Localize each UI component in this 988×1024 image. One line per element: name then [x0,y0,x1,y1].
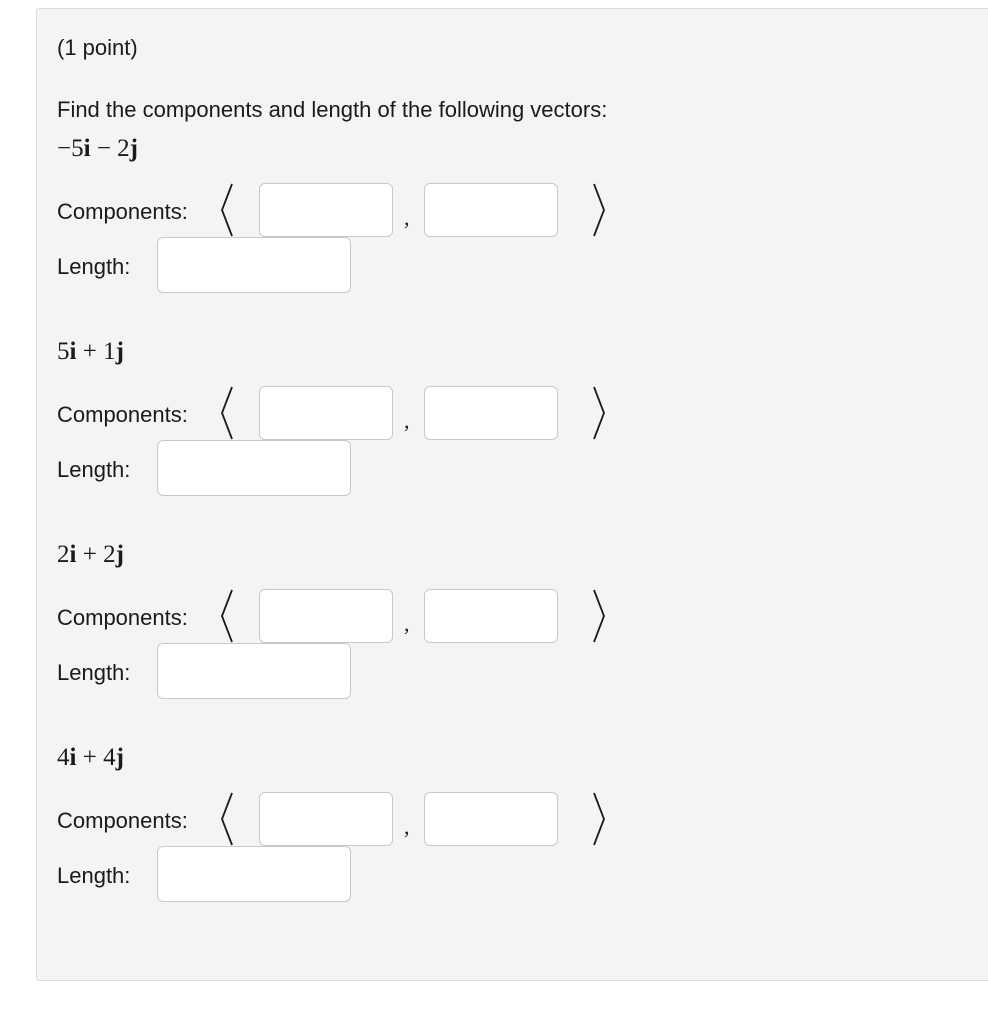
length-input[interactable] [157,643,351,699]
length-input[interactable] [157,440,351,496]
y-component-input[interactable] [424,386,558,440]
x-component-input[interactable] [259,386,393,440]
length-label: Length: [57,863,131,888]
x-component-input[interactable] [259,183,393,237]
right-angle-bracket-icon [591,791,607,847]
components-label: Components: [57,605,188,630]
x-component-input[interactable] [259,792,393,846]
vector-expression: 2i + 2j [57,541,124,568]
right-angle-bracket-icon [591,588,607,644]
components-label: Components: [57,808,188,833]
left-angle-bracket-icon [219,791,235,847]
vector-expression: −5i − 2j [57,135,138,162]
problem-panel [36,8,988,981]
y-component-input[interactable] [424,792,558,846]
length-input[interactable] [157,846,351,902]
left-angle-bracket-icon [219,588,235,644]
left-angle-bracket-icon [219,385,235,441]
problem-prompt: Find the components and length of the following vectors: [57,97,608,122]
right-angle-bracket-icon [591,385,607,441]
point-value: (1 point) [57,35,138,60]
component-separator: , [404,814,410,839]
y-component-input[interactable] [424,589,558,643]
vector-expression: 4i + 4j [57,744,124,771]
component-separator: , [404,611,410,636]
component-separator: , [404,408,410,433]
length-label: Length: [57,457,131,482]
component-separator: , [404,205,410,230]
x-component-input[interactable] [259,589,393,643]
length-input[interactable] [157,237,351,293]
length-label: Length: [57,254,131,279]
vector-expression: 5i + 1j [57,338,124,365]
vector-item [57,744,657,924]
vector-item [57,135,657,315]
components-label: Components: [57,402,188,427]
right-angle-bracket-icon [591,182,607,238]
vector-item [57,338,657,518]
length-label: Length: [57,660,131,685]
components-label: Components: [57,199,188,224]
vector-item [57,541,657,721]
left-angle-bracket-icon [219,182,235,238]
y-component-input[interactable] [424,183,558,237]
